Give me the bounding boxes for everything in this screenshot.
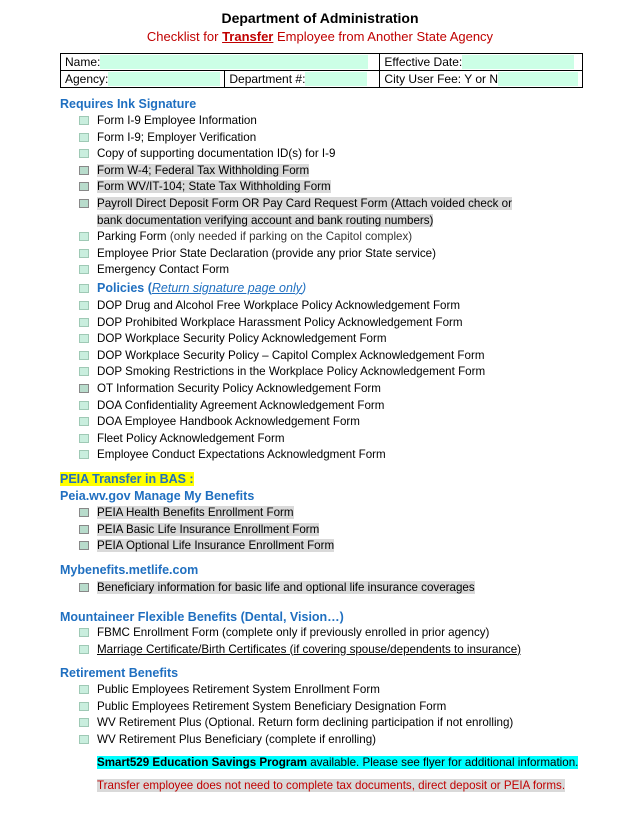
checkbox[interactable] (79, 735, 89, 744)
list-item: DOP Workplace Security Policy – Capitol Complex Acknowledgement Form (0, 348, 534, 365)
ink-signature-list (0, 113, 534, 464)
list-item: DOP Prohibited Workplace Harassment Policy Acknowledgement Form (0, 315, 534, 332)
policies-label: Policies (97, 280, 145, 295)
checkbox[interactable] (79, 628, 89, 637)
transfer-note: Transfer employee does not need to complete tax documents, direct deposit or PEIA forms. (97, 779, 566, 792)
checkbox[interactable] (79, 450, 89, 459)
list-item: Copy of supporting documentation ID(s) for I-9 (0, 146, 534, 163)
checkbox[interactable] (79, 199, 89, 208)
peia-list (0, 505, 334, 555)
checkbox[interactable] (79, 541, 89, 550)
name-field[interactable] (100, 55, 368, 69)
list-item: DOA Employee Handbook Acknowledgement Form (0, 414, 534, 431)
checkbox[interactable] (79, 182, 89, 191)
retirement-heading: Retirement Benefits (60, 666, 179, 680)
list-item: WV Retirement Plus Beneficiary (complete if enrolling) (0, 732, 513, 749)
list-item: PEIA Basic Life Insurance Enrollment Form (0, 522, 334, 539)
list-item: Parking Form (only needed if parking on the Capitol complex) (0, 229, 534, 246)
list-item: Form I-9 Employee Information (0, 113, 534, 130)
document-subtitle (0, 29, 640, 44)
checkbox[interactable] (79, 583, 89, 592)
checkbox[interactable] (79, 284, 89, 293)
smart529-rest: available. Please see flyer for additional information. (307, 756, 579, 769)
checkbox[interactable] (79, 116, 89, 125)
smart529-note (97, 756, 578, 769)
list-item: Form I-9; Employer Verification (0, 130, 534, 147)
list-item: PEIA Optional Life Insurance Enrollment Form (0, 538, 334, 555)
checkbox[interactable] (79, 384, 89, 393)
effective-date-label: Effective Date: (384, 54, 463, 69)
peia-heading: Peia.wv.gov Manage My Benefits (60, 489, 255, 503)
checkbox[interactable] (79, 417, 89, 426)
subtitle-keyword: Transfer (222, 29, 274, 44)
agency-cell[interactable] (61, 71, 225, 88)
list-item: Employee Prior State Declaration (provide any prior State service) (0, 246, 534, 263)
peia-bas-heading: PEIA Transfer in BAS : (60, 472, 194, 486)
department-label: Department #: (229, 71, 306, 86)
employee-info-table (60, 53, 583, 88)
checkbox[interactable] (79, 133, 89, 142)
checkbox[interactable] (79, 508, 89, 517)
subtitle-pre: Checklist for (146, 29, 223, 44)
list-item: Emergency Contact Form (0, 262, 534, 279)
document-title: Department of Administration (221, 10, 419, 26)
list-item: PEIA Health Benefits Enrollment Form (0, 505, 334, 522)
checkbox[interactable] (79, 367, 89, 376)
smart529-program: Smart529 Education Savings Program (97, 756, 308, 769)
list-item: Employee Conduct Expectations Acknowledgment Form (0, 447, 534, 464)
checkbox[interactable] (79, 265, 89, 274)
list-item: Beneficiary information for basic life and optional life insurance coverages (0, 580, 475, 597)
checkbox[interactable] (79, 401, 89, 410)
list-item: Fleet Policy Acknowledgement Form (0, 431, 534, 448)
list-item: Form WV/IT-104; State Tax Withholding Form (0, 179, 534, 196)
name-cell[interactable] (61, 54, 380, 71)
list-item: DOP Smoking Restrictions in the Workplace Policy Acknowledgement Form (0, 364, 534, 381)
department-field[interactable] (305, 72, 367, 86)
checkbox[interactable] (79, 351, 89, 360)
list-item: Form W-4; Federal Tax Withholding Form (0, 163, 534, 180)
checkbox[interactable] (79, 334, 89, 343)
department-cell[interactable] (225, 71, 380, 88)
checkbox[interactable] (79, 702, 89, 711)
policies-note[interactable]: Return signature page only (151, 280, 302, 295)
city-fee-field[interactable] (498, 72, 578, 86)
list-item: DOP Workplace Security Policy Acknowledgement Form (0, 331, 534, 348)
list-item: Policies (Return signature page only) (0, 279, 534, 298)
list-item: Payroll Direct Deposit Form OR Pay Card Request Form (Attach voided check or bank documentation verifying account and bank routing numbers) (0, 196, 534, 229)
name-label: Name: (65, 54, 101, 69)
checkbox[interactable] (79, 232, 89, 241)
checkbox[interactable] (79, 166, 89, 175)
subtitle-post: Employee from Another State Agency (273, 29, 494, 44)
checkbox[interactable] (79, 249, 89, 258)
checkbox[interactable] (79, 434, 89, 443)
checkbox[interactable] (79, 149, 89, 158)
list-item: DOA Confidentiality Agreement Acknowledgement Form (0, 398, 534, 415)
agency-field[interactable] (108, 72, 220, 86)
city-fee-cell[interactable] (380, 71, 583, 88)
mountaineer-list (0, 625, 521, 658)
list-item: DOP Drug and Alcohol Free Workplace Policy Acknowledgement Form (0, 298, 534, 315)
effective-date-cell[interactable] (380, 54, 583, 71)
list-item: WV Retirement Plus (Optional. Return form declining participation if not enrolling) (0, 715, 513, 732)
metlife-heading: Mybenefits.metlife.com (60, 563, 199, 577)
checkbox[interactable] (79, 301, 89, 310)
checkbox[interactable] (79, 525, 89, 534)
list-item: FBMC Enrollment Form (complete only if previously enrolled in prior agency) (0, 625, 521, 642)
checkbox[interactable] (79, 685, 89, 694)
list-item: OT Information Security Policy Acknowledgement Form (0, 381, 534, 398)
city-fee-label: City User Fee: Y or N (384, 71, 498, 86)
effective-date-field[interactable] (462, 55, 574, 69)
checkbox[interactable] (79, 645, 89, 654)
agency-label: Agency: (65, 71, 109, 86)
list-item: Public Employees Retirement System Beneficiary Designation Form (0, 699, 513, 716)
retirement-list (0, 682, 513, 748)
list-item: Public Employees Retirement System Enrollment Form (0, 682, 513, 699)
metlife-list (0, 580, 475, 597)
ink-signature-heading: Requires Ink Signature (60, 97, 197, 111)
mountaineer-heading: Mountaineer Flexible Benefits (Dental, Vision…) (60, 610, 344, 624)
checkbox[interactable] (79, 718, 89, 727)
list-item: Marriage Certificate/Birth Certificates (if covering spouse/dependents to insurance) (0, 642, 521, 659)
checkbox[interactable] (79, 318, 89, 327)
